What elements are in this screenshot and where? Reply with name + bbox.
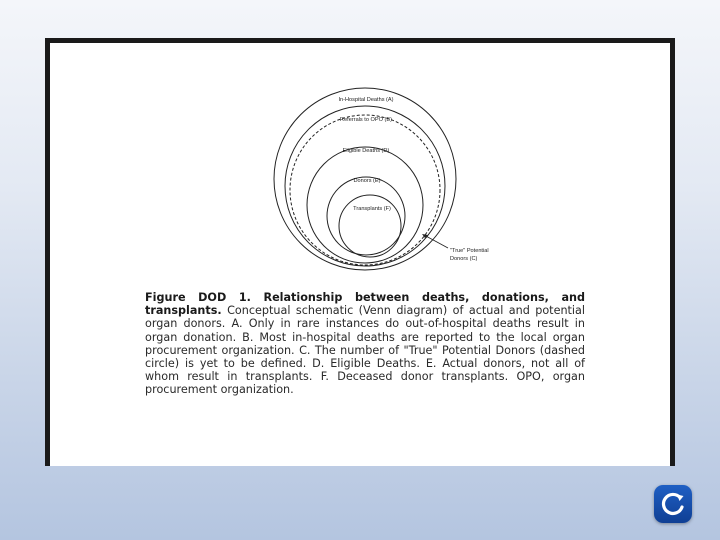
true-potential-pointer <box>424 235 448 248</box>
figure-panel <box>50 43 670 466</box>
label-donors: Donors (E) <box>353 178 381 184</box>
circle-donors <box>327 177 405 255</box>
circle-true-potential-donors <box>290 115 440 265</box>
figure-caption <box>145 291 585 397</box>
nav-circle-button[interactable] <box>654 485 692 523</box>
label-transplants: Transplants (F) <box>353 206 391 212</box>
caption-title: Figure DOD 1. Relationship between deaths, donations, and transplants. <box>145 291 585 318</box>
circle-arrow-icon <box>654 485 692 523</box>
circle-referrals-to-opo <box>285 106 445 266</box>
label-in-hospital-deaths: In-Hospital Deaths (A) <box>338 97 394 103</box>
circle-eligible-deaths <box>307 147 423 263</box>
label-true-potential-line1: "True" Potential <box>450 248 489 254</box>
caption-body: Conceptual schematic (Venn diagram) of actual and potential organ donors. A. Only in rare instances do out-of-hospital deaths result in organ donation. B. Most in-hospital deaths are reported to the local organ procurement organization. C. The number of "True" Potential Donors (dashed circle) is yet to be defined. D. Eligible Deaths. E. Actual donors, not all of whom result in transplants. F. Deceased donor transplants. OPO, organ procurement organization. <box>145 304 585 397</box>
label-true-potential-line2: Donors (C) <box>450 256 478 262</box>
label-eligible-deaths: Eligible Deaths (D) <box>342 148 390 154</box>
label-referrals-to-opo: Referrals to OPO (B) <box>340 117 392 123</box>
slide-frame <box>45 38 675 466</box>
venn-diagram <box>50 43 670 283</box>
circle-transplants <box>339 195 401 257</box>
